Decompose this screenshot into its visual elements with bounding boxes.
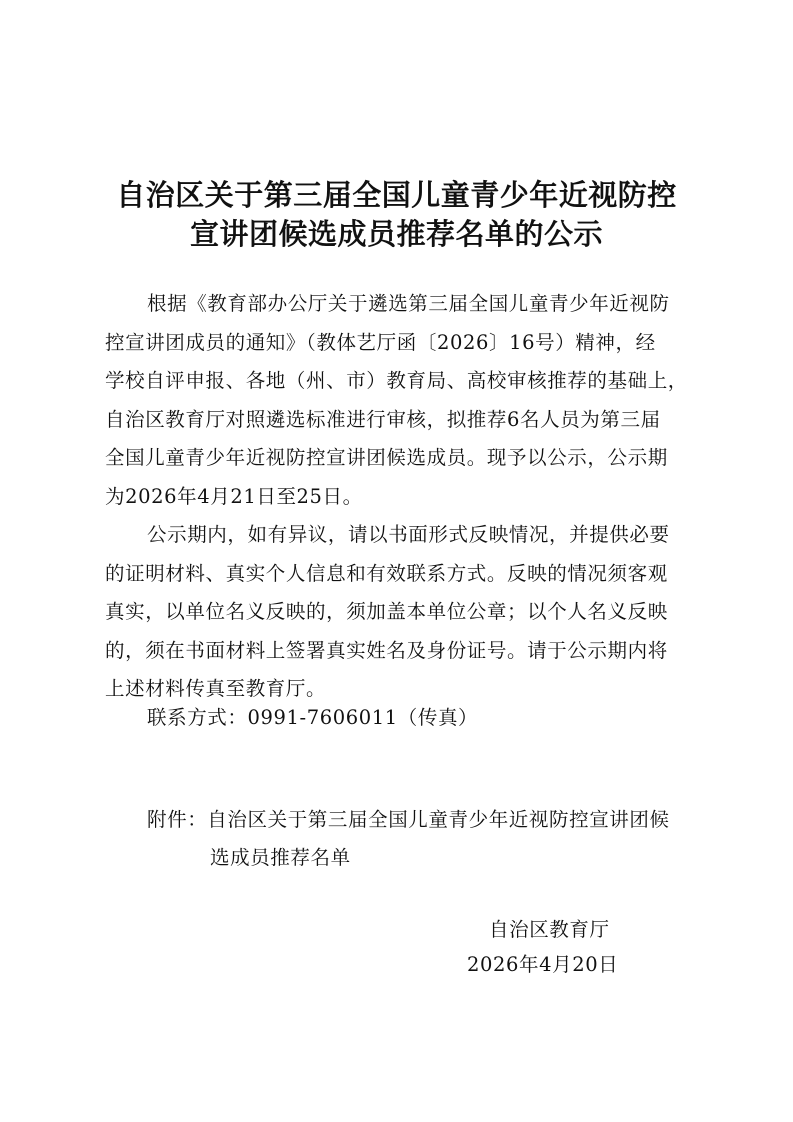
para2-line: 的，须在书面材料上签署真实姓名及身份证号。请于公示期内将 (105, 639, 668, 662)
para1-line: 学校自评申报、各地（州、市）教育局、高校审核推荐的基础上， (105, 369, 688, 392)
para1-line: 为2026年4月21日至25日。 (105, 485, 363, 508)
para1-line: 根据《教育部办公厅关于遴选第三届全国儿童青少年近视防 (147, 292, 670, 315)
attachment-line-2: 选成员推荐名单 (210, 846, 351, 869)
attachment-line-1: 附件：自治区关于第三届全国儿童青少年近视防控宣讲团候 (147, 808, 670, 831)
para1-line: 控宣讲团成员的通知》（教体艺厅函〔2026〕16号）精神，经 (105, 331, 656, 354)
document-title-line-1: 自治区关于第三届全国儿童青少年近视防控 (116, 178, 677, 212)
contact-line: 联系方式：0991-7606011（传真） (147, 706, 479, 729)
para1-line: 自治区教育厅对照遴选标准进行审核，拟推荐6名人员为第三届 (105, 408, 661, 431)
issue-date: 2026年4月20日 (467, 953, 619, 976)
document-title-line-2: 宣讲团候选成员推荐名单的公示 (189, 217, 603, 251)
para1-line: 全国儿童青少年近视防控宣讲团候选成员。现予以公示，公示期 (105, 446, 668, 469)
para2-line: 的证明材料、真实个人信息和有效联系方式。反映的情况须客观 (105, 562, 668, 585)
para2-line: 公示期内，如有异议，请以书面形式反映情况，并提供必要 (147, 523, 670, 546)
para2-line: 真实，以单位名义反映的，须加盖本单位公章；以个人名义反映 (105, 600, 668, 623)
para2-line: 上述材料传真至教育厅。 (105, 677, 327, 700)
issuing-organization: 自治区教育厅 (489, 918, 610, 941)
